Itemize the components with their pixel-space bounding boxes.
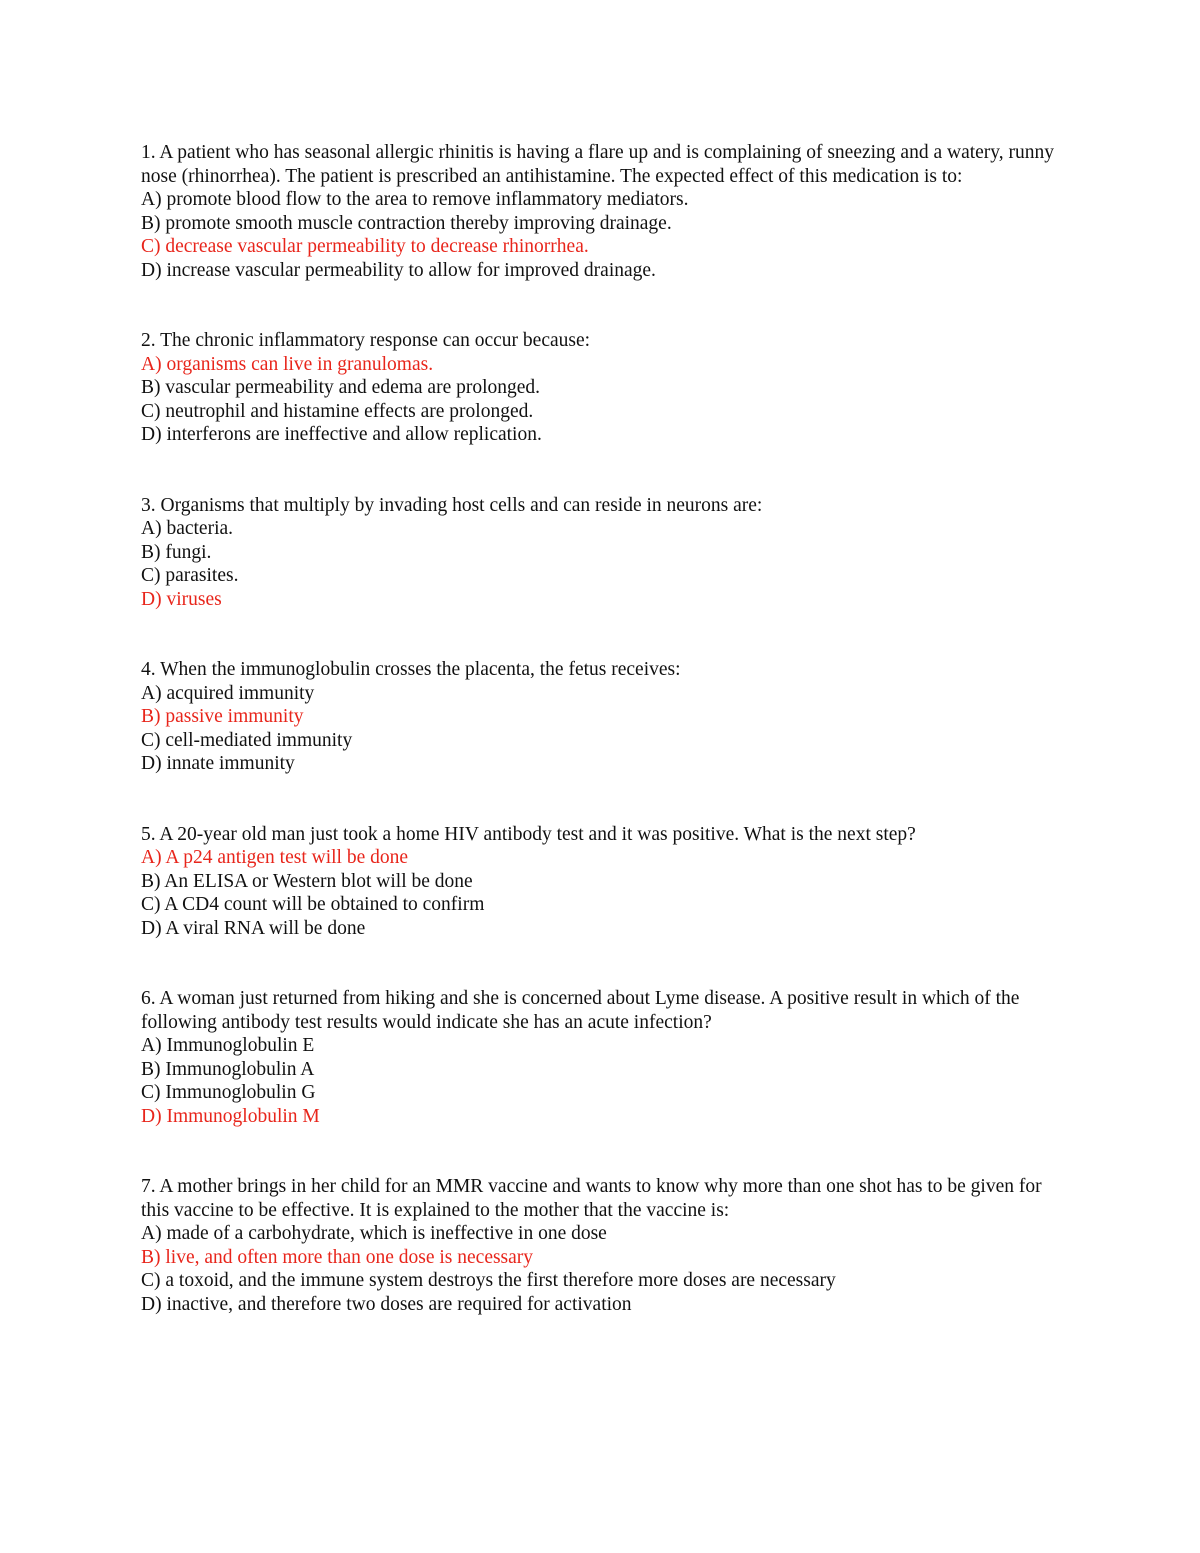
answer-option-a: A) promote blood flow to the area to remove inflammatory mediators. — [141, 189, 689, 210]
answer-option-a: A) acquired immunity — [141, 682, 315, 704]
answer-option-b: B) Immunoglobulin A — [141, 1058, 315, 1080]
answer-option-c: C) cell-mediated immunity — [141, 729, 353, 751]
answer-option-d: D) interferons are ineffective and allow replication. — [141, 424, 542, 445]
question-stem: 4. When the immunoglobulin crosses the placenta, the fetus receives: — [141, 659, 681, 680]
question-stem: 3. Organisms that multiply by invading host cells and can reside in neurons are: — [141, 494, 763, 516]
answer-option-a: A) bacteria. — [141, 518, 234, 539]
question-list — [141, 141, 1061, 1363]
question-3 — [141, 494, 1061, 612]
question-5 — [141, 823, 1061, 941]
question-stem: 7. A mother brings in her child for an MMR vaccine and wants to know why more than one shot has to be given for this vaccine to be effective. It is explained to the mother that the vaccine is: — [141, 1176, 1042, 1221]
question-6 — [141, 987, 1061, 1128]
answer-option-d: D) inactive, and therefore two doses are required for activation — [141, 1293, 632, 1315]
answer-option-d-correct: D) Immunoglobulin M — [141, 1105, 320, 1127]
question-4 — [141, 658, 1061, 776]
answer-option-c: C) neutrophil and histamine effects are prolonged. — [141, 400, 534, 422]
question-stem: 2. The chronic inflammatory response can occur because: — [141, 330, 591, 351]
answer-option-c-correct: C) decrease vascular permeability to decrease rhinorrhea. — [141, 236, 589, 257]
answer-option-a-correct: A) A p24 antigen test will be done — [141, 847, 409, 868]
answer-option-b: B) vascular permeability and edema are prolonged. — [141, 377, 541, 398]
answer-option-a: A) made of a carbohydrate, which is ineffective in one dose — [141, 1223, 607, 1244]
answer-option-a-correct: A) organisms can live in granulomas. — [141, 353, 434, 375]
question-stem: 6. A woman just returned from hiking and she is concerned about Lyme disease. A positive result in which of the following antibody test results would indicate she has an acute infection? — [141, 988, 1020, 1033]
question-2 — [141, 329, 1061, 447]
answer-option-c: C) Immunoglobulin G — [141, 1082, 316, 1103]
question-7 — [141, 1175, 1061, 1316]
answer-option-b-correct: B) live, and often more than one dose is necessary — [141, 1246, 534, 1268]
answer-option-d-correct: D) viruses — [141, 588, 222, 610]
answer-option-d: D) increase vascular permeability to allow for improved drainage. — [141, 259, 656, 281]
question-1 — [141, 141, 1061, 282]
answer-option-c: C) a toxoid, and the immune system destroys the first therefore more doses are necessary — [141, 1270, 836, 1291]
question-stem: 5. A 20-year old man just took a home HIV antibody test and it was positive. What is the next step? — [141, 823, 916, 845]
answer-option-a: A) Immunoglobulin E — [141, 1035, 315, 1056]
answer-option-b: B) fungi. — [141, 541, 212, 563]
answer-option-c: C) parasites. — [141, 565, 239, 586]
answer-option-b: B) promote smooth muscle contraction thereby improving drainage. — [141, 212, 672, 234]
answer-option-c: C) A CD4 count will be obtained to confirm — [141, 894, 485, 915]
answer-option-b: B) An ELISA or Western blot will be done — [141, 870, 473, 892]
answer-option-d: D) A viral RNA will be done — [141, 917, 366, 939]
answer-option-d: D) innate immunity — [141, 753, 295, 774]
answer-option-b-correct: B) passive immunity — [141, 706, 304, 727]
question-stem: 1. A patient who has seasonal allergic rhinitis is having a flare up and is complaining of sneezing and a watery, runny nose (rhinorrhea). The patient is prescribed an antihistamine. The expected effect of this medication is to: — [141, 142, 1055, 187]
